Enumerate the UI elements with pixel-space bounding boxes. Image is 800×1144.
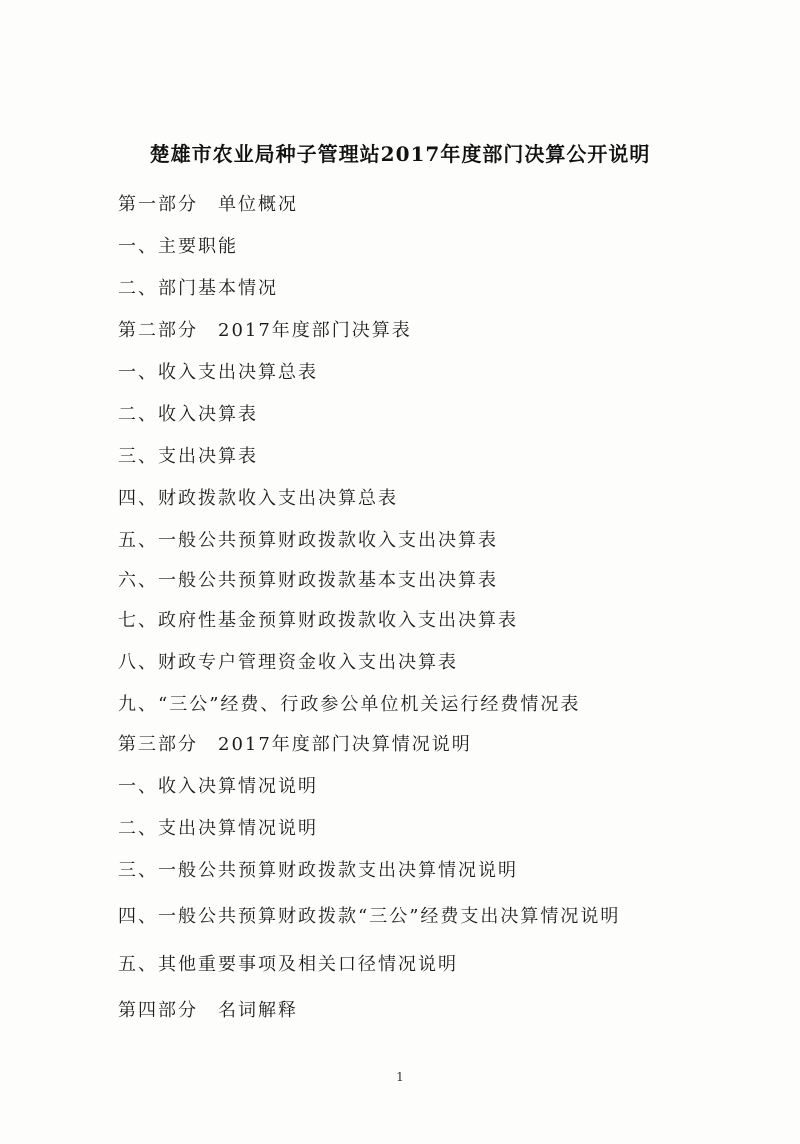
toc-item: 八、财政专户管理资金收入支出决算表 [118, 652, 458, 673]
toc-item: 二、收入决算表 [118, 404, 258, 425]
toc-item: 三、一般公共预算财政拨款支出决算情况说明 [118, 860, 518, 881]
toc-item: 五、其他重要事项及相关口径情况说明 [118, 954, 458, 975]
toc-item: 五、一般公共预算财政拨款收入支出决算表 [118, 530, 498, 551]
toc-item: 一、收入支出决算总表 [118, 362, 318, 383]
toc-item: 七、政府性基金预算财政拨款收入支出决算表 [118, 610, 518, 631]
toc-item: 三、支出决算表 [118, 446, 258, 467]
toc-part-3: 第三部分 2017年度部门决算情况说明 [118, 734, 472, 755]
toc-item: 九、“三公”经费、行政参公单位机关运行经费情况表 [118, 694, 581, 715]
toc-part-2: 第二部分 2017年度部门决算表 [118, 320, 412, 341]
toc-item: 四、一般公共预算财政拨款“三公”经费支出决算情况说明 [118, 906, 621, 927]
toc-part-1: 第一部分 单位概况 [118, 194, 298, 215]
toc-item: 一、主要职能 [118, 236, 238, 257]
toc-part-4: 第四部分 名词解释 [118, 1000, 298, 1021]
toc-item: 二、支出决算情况说明 [118, 818, 318, 839]
toc-item: 六、一般公共预算财政拨款基本支出决算表 [118, 570, 498, 591]
toc-item: 四、财政拨款收入支出决算总表 [118, 488, 398, 509]
page-number: 1 [396, 1070, 404, 1084]
toc-item: 二、部门基本情况 [118, 278, 278, 299]
document-title: 楚雄市农业局种子管理站2017年度部门决算公开说明 [149, 142, 651, 166]
toc-item: 一、收入决算情况说明 [118, 776, 318, 797]
